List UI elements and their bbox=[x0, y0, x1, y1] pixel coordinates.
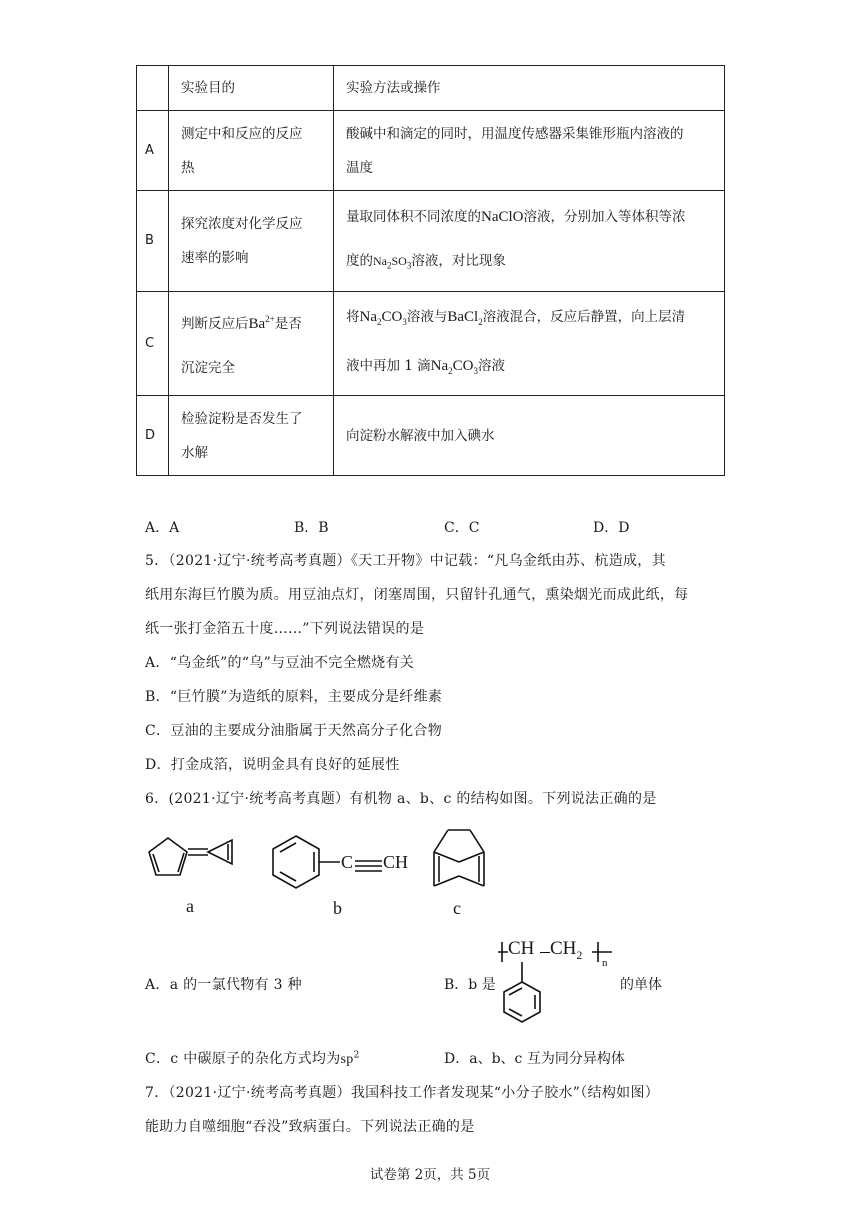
text-span: 度的 bbox=[346, 252, 373, 269]
formula-sub: 3 bbox=[402, 316, 407, 327]
text-span: 将 bbox=[346, 308, 360, 325]
row-key: D bbox=[137, 396, 169, 476]
molecule-a-structure bbox=[140, 828, 250, 894]
q5-option-d: D．打金成箔，说明金具有良好的延展性 bbox=[145, 757, 400, 773]
goal-line: 水解 bbox=[181, 444, 208, 461]
formula-part: BaCl bbox=[447, 308, 479, 325]
formula-sub: 2 bbox=[478, 316, 483, 327]
experiment-table bbox=[136, 65, 725, 476]
formula-part: Na bbox=[430, 357, 449, 374]
formula-part: CH bbox=[550, 938, 577, 959]
polymer-ch-group: CH bbox=[508, 938, 535, 959]
header-key-cell bbox=[137, 66, 169, 111]
row-key: B bbox=[137, 191, 169, 292]
q5-option-a: A．“乌金纸”的“乌”与豆油不完全燃烧有关 bbox=[145, 655, 415, 671]
q5-option-c: C．豆油的主要成分油脂属于天然高分子化合物 bbox=[145, 723, 443, 739]
q6-stem: 6．(2021·辽宁·统考高考真题）有机物 a、b、c 的结构如图。下列说法正确的是 bbox=[145, 791, 657, 807]
text-span: C．c 中碳原子的杂化方式均为 bbox=[145, 1051, 341, 1067]
method-line: 温度 bbox=[346, 159, 373, 176]
page-footer: 试卷第 2页，共 5页 bbox=[369, 1167, 491, 1183]
formula-part: Ba bbox=[248, 316, 266, 332]
row-key: C bbox=[137, 292, 169, 396]
table-row-d bbox=[137, 396, 725, 476]
row-method: 向淀粉水解液中加入碘水 bbox=[334, 396, 725, 476]
q4-option-b: B．B bbox=[294, 520, 329, 536]
row-goal bbox=[169, 396, 334, 476]
molecule-b-structure bbox=[268, 832, 348, 902]
formula-part: SO bbox=[391, 253, 407, 268]
formula-sub: 3 bbox=[473, 365, 479, 376]
formula-sub: 2 bbox=[448, 365, 453, 376]
goal-line: 热 bbox=[181, 159, 195, 176]
formula-part: Na bbox=[373, 253, 387, 268]
row-key: A bbox=[137, 111, 169, 191]
q4-option-c: C．C bbox=[444, 520, 480, 536]
formula-part: CO bbox=[381, 308, 403, 325]
row-method bbox=[334, 191, 725, 292]
text-span: 溶液 bbox=[478, 357, 506, 374]
q5-option-b: B．“巨竹膜”为造纸的原料，主要成分是纤维素 bbox=[145, 689, 443, 705]
q4-option-d: D．D bbox=[593, 520, 630, 536]
text-span: 溶液，对比现象 bbox=[411, 252, 506, 269]
formula-na2co3 bbox=[360, 309, 407, 325]
text-span: 是否 bbox=[274, 316, 302, 332]
q5-stem-line3: 纸一张打金箔五十度……”下列说法错误的是 bbox=[145, 621, 425, 637]
q6-option-b-suffix: 的单体 bbox=[620, 977, 662, 993]
polymer-n-subscript: n bbox=[602, 957, 608, 969]
goal-line: 测定中和反应的反应 bbox=[181, 125, 303, 142]
formula-sup: 2+ bbox=[265, 314, 275, 324]
molecule-b-ch-group: CH bbox=[383, 852, 409, 872]
q5-stem-line2: 纸用东海巨竹膜为质。用豆油点灯，闭塞周围，只留针孔通气，熏染烟光而成此纸，每 bbox=[145, 587, 689, 603]
text-span: 量取同体积不同浓度的 bbox=[346, 208, 481, 225]
formula-naclo: NaClO bbox=[481, 208, 524, 225]
row-goal bbox=[169, 191, 334, 292]
label-a: a bbox=[186, 896, 194, 916]
formula-ba bbox=[249, 316, 275, 332]
molecule-c-structure bbox=[428, 826, 498, 896]
label-b: b bbox=[333, 898, 342, 918]
label-c: c bbox=[453, 898, 461, 918]
q5-stem-line1: 5．（2021·辽宁·统考高考真题）《天工开物》中记载：“凡乌金纸由苏、杭造成，其 bbox=[145, 553, 666, 569]
q7-stem-line2: 能助力自噬细胞“吞没”致病蛋白。下列说法正确的是 bbox=[145, 1119, 475, 1135]
q6-option-b-prefix: B．b 是 bbox=[444, 977, 496, 993]
q7-stem-line1: 7．（2021·辽宁·统考高考真题）我国科技工作者发现某“小分子胶水”（结构如图） bbox=[145, 1085, 660, 1101]
q6-option-d: D．a、b、c 互为同分异构体 bbox=[444, 1051, 625, 1067]
goal-line: 检验淀粉是否发生了 bbox=[181, 410, 303, 427]
goal-line: 沉淀完全 bbox=[181, 360, 235, 376]
row-goal bbox=[169, 111, 334, 191]
table-row-c bbox=[137, 292, 725, 396]
formula-sup: 2 bbox=[353, 1050, 360, 1061]
text-span: 溶液混合，反应后静置，向上层清 bbox=[482, 308, 686, 325]
goal-line: 速率的影响 bbox=[181, 250, 249, 266]
text-span: 溶液与 bbox=[406, 308, 448, 325]
header-method-cell: 实验方法或操作 bbox=[334, 66, 725, 111]
formula-part: Na bbox=[359, 308, 377, 325]
polymer-ch2-group bbox=[550, 938, 582, 963]
table-row-b bbox=[137, 191, 725, 292]
method-line bbox=[346, 239, 714, 287]
polymer-bond bbox=[540, 952, 550, 953]
triple-bond bbox=[354, 856, 384, 876]
row-method bbox=[334, 111, 725, 191]
q4-option-a: A．A bbox=[145, 520, 180, 536]
molecule-b-c-atom: C bbox=[341, 852, 354, 872]
formula-part: CO bbox=[452, 357, 474, 374]
formula-sp: sp bbox=[340, 1052, 354, 1067]
q6-option-c bbox=[145, 1048, 360, 1068]
formula-na2so3 bbox=[373, 253, 412, 271]
formula-sub: 2 bbox=[377, 316, 382, 327]
row-method bbox=[334, 292, 725, 396]
method-line bbox=[346, 195, 714, 239]
text-span: 判断反应后 bbox=[181, 316, 249, 332]
q6-option-a: A．a 的一氯代物有 3 种 bbox=[145, 977, 302, 993]
table-header-row bbox=[137, 66, 725, 111]
text-span: 液中再加 1 滴 bbox=[346, 357, 431, 374]
formula-sub: 2 bbox=[576, 947, 583, 962]
formula-sub: 2 bbox=[387, 260, 392, 271]
formula-na2co3 bbox=[431, 358, 478, 374]
formula-sub: 3 bbox=[406, 260, 412, 271]
row-goal bbox=[169, 292, 334, 396]
header-goal-cell: 实验目的 bbox=[169, 66, 334, 111]
formula-bacl2 bbox=[447, 309, 482, 325]
method-line: 酸碱中和滴定的同时，用温度传感器采集锥形瓶内溶液的 bbox=[346, 125, 684, 142]
table-row-a bbox=[137, 111, 725, 191]
goal-line bbox=[181, 297, 323, 346]
goal-line: 探究浓度对化学反应 bbox=[181, 216, 303, 232]
method-line bbox=[346, 295, 714, 344]
text-span: 溶液，分别加入等体积等浓 bbox=[523, 208, 686, 225]
method-line bbox=[346, 344, 714, 393]
